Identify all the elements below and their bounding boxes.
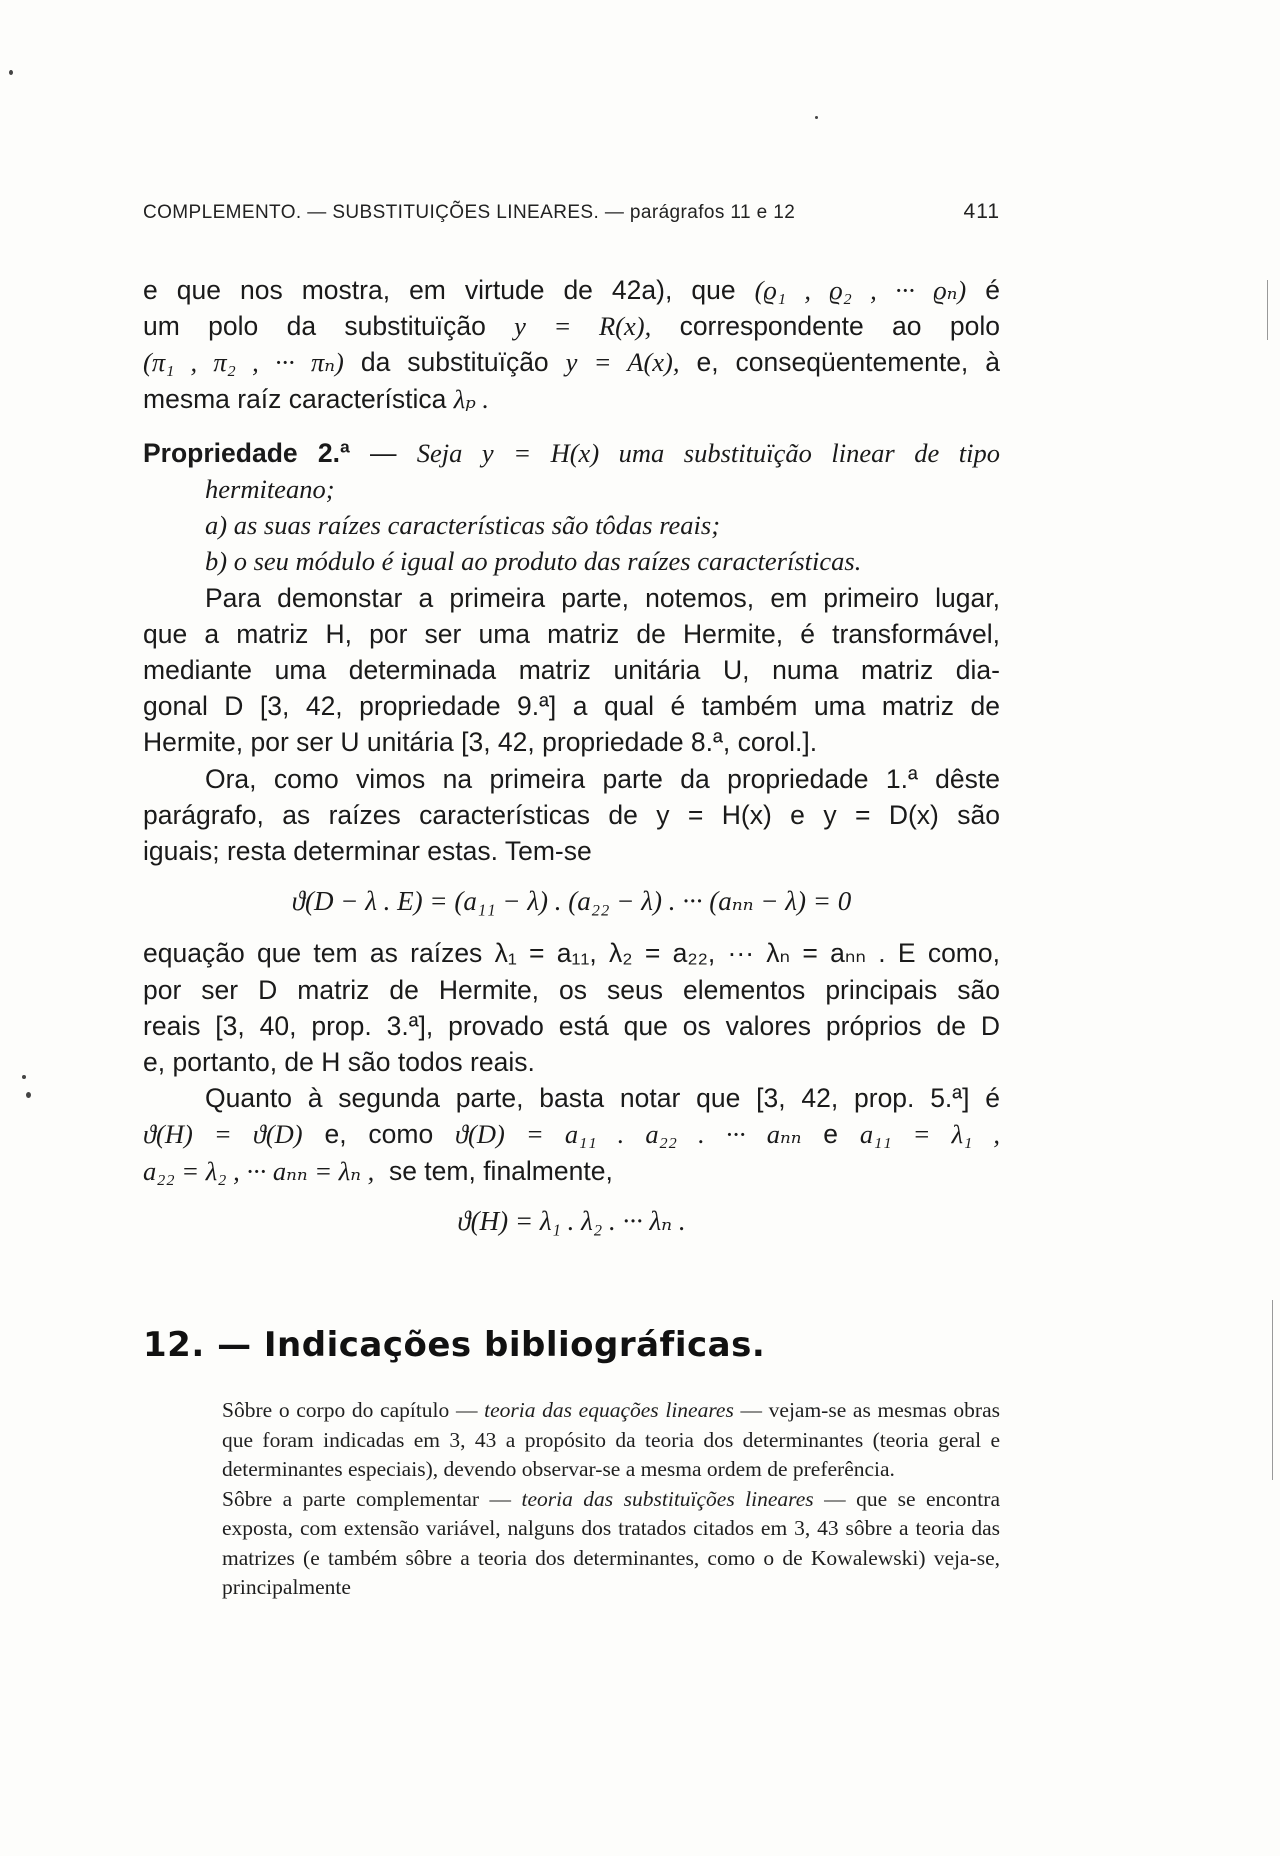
para1-line3: (π₁ , π₂ , ··· πₙ) da substituïção y = A(x), e, conseqüentemente, à — [143, 347, 1000, 378]
prop2-item-a: a) as suas raízes características são tôdas reais; — [205, 510, 721, 541]
para2-line1: Para demonstar a primeira parte, notemos, em primeiro lugar, — [205, 582, 1000, 613]
para2-line5: Hermite, por ser U unitária [3, 42, propriedade 8.ª, corol.]. — [143, 727, 818, 758]
para3-line2: parágrafo, as raízes características de y = H(x) e y = D(x) são — [143, 799, 1000, 830]
para4-line2: por ser D matriz de Hermite, os seus elementos principais são — [143, 974, 1000, 1005]
biblio-paragraph-2: Sôbre a parte complementar — teoria das substituïções lineares — que se encontra exposta, com extensão variável, nalguns dos tratados citados em 3, 43 sôbre a teoria das matrizes (e também sôbre a teoria dos determinantes, como o de Kowalewski) veja-se, principalmente — [222, 1486, 1000, 1599]
scan-edge-line — [1267, 280, 1268, 340]
equation-characteristic: ϑ(D − λ . E) = (a₁₁ − λ) . (a₂₂ − λ) . ··· (aₙₙ − λ) = 0 — [291, 886, 852, 917]
scan-speck — [815, 116, 818, 119]
para3-line3: iguais; resta determinar estas. Tem-se — [143, 836, 592, 867]
para2-line2: que a matriz H, por ser uma matriz de Hermite, é transformável, — [143, 618, 1000, 649]
body-text — [143, 272, 1000, 1255]
header-title: COMPLEMENTO. — SUBSTITUIÇÕES LINEARES. — parágrafos 11 e 12 — [143, 202, 796, 223]
para3-line1: Ora, como vimos na primeira parte da propriedade 1.ª dêste — [205, 763, 1000, 794]
para5-line2: ϑ(H) = ϑ(D) e, como ϑ(D) = a₁₁ . a₂₂ . ··· aₙₙ e a₁₁ = λ₁ , — [143, 1119, 1000, 1150]
para5-line3: a₂₂ = λ₂ , ··· aₙₙ = λₙ , se tem, finalmente, — [143, 1155, 613, 1186]
scan-speck — [9, 70, 13, 75]
running-header — [143, 200, 1000, 230]
prop2-stmt2: hermiteano; — [205, 474, 335, 505]
para1-line2: um polo da substituïção y = R(x), correspondente ao polo — [143, 311, 1000, 342]
para4-line4: e, portanto, de H são todos reais. — [143, 1047, 535, 1078]
para1-line1: e que nos mostra, em virtude de 42a), que (ϱ₁ , ϱ₂ , ··· ϱₙ) é — [143, 275, 1000, 305]
para2-line4: gonal D [3, 42, propriedade 9.ª] a qual é também uma matriz de — [143, 691, 1000, 722]
para4-line3: reais [3, 40, prop. 3.ª], provado está que os valores próprios de D — [143, 1010, 1000, 1041]
para2-line3: mediante uma determinada matriz unitária U, numa matriz dia- — [143, 655, 1000, 686]
prop2-heading: Propriedade 2.ª — Seja y = H(x) uma substituïção linear de tipo — [143, 437, 1000, 468]
prop2-item-b: b) o seu módulo é igual ao produto das raízes características. — [205, 546, 862, 577]
bibliography-notes — [222, 1396, 1000, 1603]
para1-line4: mesma raíz característica λₚ . — [143, 383, 490, 414]
scan-edge-line — [1272, 1300, 1273, 1480]
page-number: 411 — [963, 200, 1000, 223]
scan-speck — [22, 1075, 26, 1079]
para5-line1: Quanto à segunda parte, basta notar que [3, 42, prop. 5.ª] é — [205, 1083, 1000, 1114]
para4-line1: equação que tem as raízes λ₁ = a₁₁, λ₂ = a₂₂, ··· λₙ = aₙₙ . E como, — [143, 938, 1000, 969]
biblio-paragraph-1: Sôbre o corpo do capítulo — teoria das equações lineares — vejam-se as mesmas obras que foram indicadas em 3, 43 a propósito da teoria dos determinantes (teoria geral e determinantes especiais), devendo observar-se a mesma ordem de preferência. — [222, 1398, 1000, 1481]
equation-module: ϑ(H) = λ₁ . λ₂ . ··· λₙ . — [457, 1205, 686, 1236]
section-title: 12. — Indicações bibliográficas. — [143, 1325, 766, 1365]
scan-speck — [26, 1092, 31, 1098]
